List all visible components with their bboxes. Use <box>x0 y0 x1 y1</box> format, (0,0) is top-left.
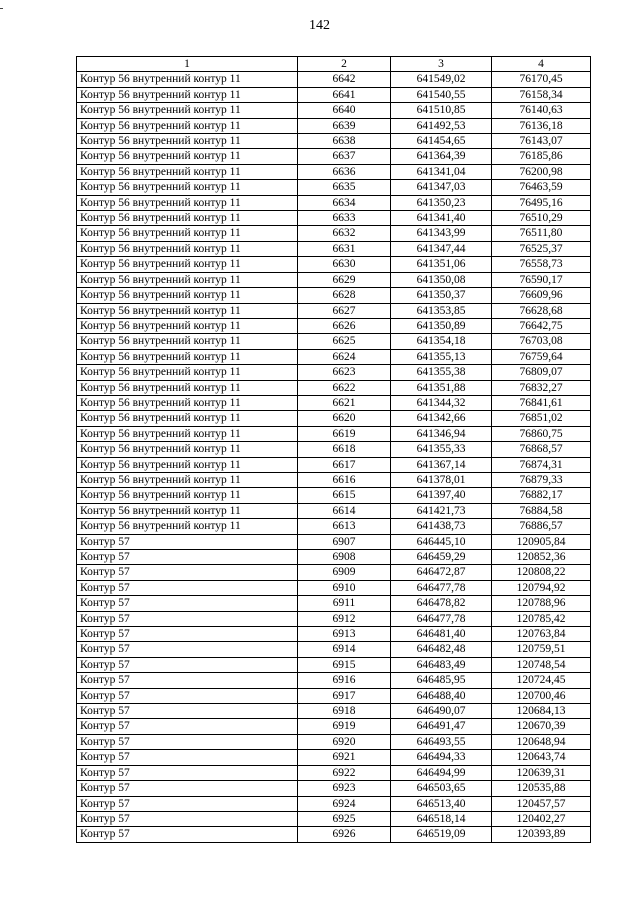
y-coordinate-cell: 76832,27 <box>492 380 591 395</box>
contour-name-cell: Контур 57 <box>77 827 298 842</box>
y-coordinate-cell: 76525,37 <box>492 241 591 256</box>
y-coordinate-cell: 76759,64 <box>492 349 591 364</box>
table-row <box>77 241 591 256</box>
contour-name-cell: Контур 57 <box>77 657 298 672</box>
table-row <box>77 503 591 518</box>
point-number-cell: 6613 <box>298 519 391 534</box>
y-coordinate-cell: 76136,18 <box>492 118 591 133</box>
contour-name-cell: Контур 57 <box>77 550 298 565</box>
x-coordinate-cell: 641341,40 <box>391 211 492 226</box>
table-row <box>77 611 591 626</box>
table-row <box>77 796 591 811</box>
x-coordinate-cell: 646494,33 <box>391 750 492 765</box>
x-coordinate-cell: 646477,78 <box>391 580 492 595</box>
contour-name-cell: Контур 56 внутренний контур 11 <box>77 103 298 118</box>
point-number-cell: 6631 <box>298 241 391 256</box>
y-coordinate-cell: 76463,59 <box>492 180 591 195</box>
contour-name-cell: Контур 56 внутренний контур 11 <box>77 257 298 272</box>
x-coordinate-cell: 646494,99 <box>391 765 492 780</box>
contour-name-cell: Контур 57 <box>77 627 298 642</box>
x-coordinate-cell: 641438,73 <box>391 519 492 534</box>
contour-name-cell: Контур 56 внутренний контур 11 <box>77 380 298 395</box>
point-number-cell: 6919 <box>298 719 391 734</box>
x-coordinate-cell: 646477,78 <box>391 611 492 626</box>
x-coordinate-cell: 641355,38 <box>391 365 492 380</box>
contour-name-cell: Контур 56 внутренний контур 11 <box>77 349 298 364</box>
point-number-cell: 6911 <box>298 596 391 611</box>
point-number-cell: 6625 <box>298 334 391 349</box>
table-row <box>77 565 591 580</box>
y-coordinate-cell: 76886,57 <box>492 519 591 534</box>
contour-name-cell: Контур 57 <box>77 796 298 811</box>
point-number-cell: 6910 <box>298 580 391 595</box>
contour-name-cell: Контур 56 внутренний контур 11 <box>77 318 298 333</box>
table-row <box>77 811 591 826</box>
y-coordinate-cell: 76642,75 <box>492 318 591 333</box>
y-coordinate-cell: 120648,94 <box>492 734 591 749</box>
x-coordinate-cell: 646485,95 <box>391 673 492 688</box>
point-number-cell: 6921 <box>298 750 391 765</box>
contour-name-cell: Контур 56 внутренний контур 11 <box>77 488 298 503</box>
contour-name-cell: Контур 57 <box>77 688 298 703</box>
point-number-cell: 6634 <box>298 195 391 210</box>
y-coordinate-cell: 120684,13 <box>492 704 591 719</box>
x-coordinate-cell: 641346,94 <box>391 426 492 441</box>
point-number-cell: 6915 <box>298 657 391 672</box>
x-coordinate-cell: 641421,73 <box>391 503 492 518</box>
point-number-cell: 6636 <box>298 164 391 179</box>
x-coordinate-cell: 641397,40 <box>391 488 492 503</box>
x-coordinate-cell: 641367,14 <box>391 457 492 472</box>
x-coordinate-cell: 641350,89 <box>391 318 492 333</box>
contour-name-cell: Контур 57 <box>77 719 298 734</box>
table-row <box>77 673 591 688</box>
contour-name-cell: Контур 57 <box>77 642 298 657</box>
x-coordinate-cell: 641350,37 <box>391 288 492 303</box>
point-number-cell: 6619 <box>298 426 391 441</box>
y-coordinate-cell: 120785,42 <box>492 611 591 626</box>
table-row <box>77 164 591 179</box>
point-number-cell: 6621 <box>298 395 391 410</box>
contour-name-cell: Контур 56 внутренний контур 11 <box>77 365 298 380</box>
y-coordinate-cell: 120639,31 <box>492 765 591 780</box>
point-number-cell: 6916 <box>298 673 391 688</box>
y-coordinate-cell: 76609,96 <box>492 288 591 303</box>
y-coordinate-cell: 120905,84 <box>492 534 591 549</box>
x-coordinate-cell: 646513,40 <box>391 796 492 811</box>
y-coordinate-cell: 120393,89 <box>492 827 591 842</box>
y-coordinate-cell: 120535,88 <box>492 781 591 796</box>
y-coordinate-cell: 76868,57 <box>492 442 591 457</box>
x-coordinate-cell: 641355,13 <box>391 349 492 364</box>
point-number-cell: 6620 <box>298 411 391 426</box>
table-row <box>77 704 591 719</box>
y-coordinate-cell: 76860,75 <box>492 426 591 441</box>
x-coordinate-cell: 646490,07 <box>391 704 492 719</box>
y-coordinate-cell: 76851,02 <box>492 411 591 426</box>
contour-name-cell: Контур 56 внутренний контур 11 <box>77 334 298 349</box>
point-number-cell: 6642 <box>298 72 391 87</box>
table-row <box>77 103 591 118</box>
x-coordinate-cell: 641492,53 <box>391 118 492 133</box>
y-coordinate-cell: 76143,07 <box>492 134 591 149</box>
x-coordinate-cell: 641510,85 <box>391 103 492 118</box>
point-number-cell: 6633 <box>298 211 391 226</box>
table-row <box>77 87 591 102</box>
contour-name-cell: Контур 57 <box>77 565 298 580</box>
point-number-cell: 6624 <box>298 349 391 364</box>
contour-name-cell: Контур 57 <box>77 580 298 595</box>
y-coordinate-cell: 76882,17 <box>492 488 591 503</box>
table-row <box>77 411 591 426</box>
y-coordinate-cell: 76809,07 <box>492 365 591 380</box>
y-coordinate-cell: 120763,84 <box>492 627 591 642</box>
y-coordinate-cell: 76185,86 <box>492 149 591 164</box>
y-coordinate-cell: 76140,63 <box>492 103 591 118</box>
x-coordinate-cell: 641342,66 <box>391 411 492 426</box>
contour-name-cell: Контур 56 внутренний контур 11 <box>77 395 298 410</box>
contour-name-cell: Контур 56 внутренний контур 11 <box>77 519 298 534</box>
table-row <box>77 596 591 611</box>
y-coordinate-cell: 120748,54 <box>492 657 591 672</box>
y-coordinate-cell: 76200,98 <box>492 164 591 179</box>
x-coordinate-cell: 641364,39 <box>391 149 492 164</box>
table-row <box>77 72 591 87</box>
y-coordinate-cell: 76628,68 <box>492 303 591 318</box>
contour-name-cell: Контур 56 внутренний контур 11 <box>77 457 298 472</box>
x-coordinate-cell: 641454,65 <box>391 134 492 149</box>
table-row <box>77 226 591 241</box>
x-coordinate-cell: 646518,14 <box>391 811 492 826</box>
y-coordinate-cell: 76510,29 <box>492 211 591 226</box>
table-row <box>77 688 591 703</box>
x-coordinate-cell: 641354,18 <box>391 334 492 349</box>
table-row <box>77 827 591 842</box>
x-coordinate-cell: 641343,99 <box>391 226 492 241</box>
point-number-cell: 6622 <box>298 380 391 395</box>
point-number-cell: 6629 <box>298 272 391 287</box>
contour-name-cell: Контур 56 внутренний контур 11 <box>77 503 298 518</box>
contour-name-cell: Контур 57 <box>77 704 298 719</box>
point-number-cell: 6623 <box>298 365 391 380</box>
x-coordinate-cell: 646491,47 <box>391 719 492 734</box>
table-row <box>77 149 591 164</box>
contour-name-cell: Контур 57 <box>77 611 298 626</box>
point-number-cell: 6615 <box>298 488 391 503</box>
contour-name-cell: Контур 57 <box>77 734 298 749</box>
x-coordinate-cell: 646493,55 <box>391 734 492 749</box>
x-coordinate-cell: 641350,23 <box>391 195 492 210</box>
x-coordinate-cell: 646478,82 <box>391 596 492 611</box>
table-row <box>77 134 591 149</box>
point-number-cell: 6630 <box>298 257 391 272</box>
point-number-cell: 6908 <box>298 550 391 565</box>
y-coordinate-cell: 76495,16 <box>492 195 591 210</box>
table-row <box>77 211 591 226</box>
table-row <box>77 365 591 380</box>
scan-artifact <box>0 8 3 9</box>
contour-name-cell: Контур 56 внутренний контур 11 <box>77 149 298 164</box>
table-row <box>77 426 591 441</box>
y-coordinate-cell: 120808,22 <box>492 565 591 580</box>
y-coordinate-cell: 120759,51 <box>492 642 591 657</box>
y-coordinate-cell: 76558,73 <box>492 257 591 272</box>
table-row <box>77 488 591 503</box>
point-number-cell: 6923 <box>298 781 391 796</box>
y-coordinate-cell: 120788,96 <box>492 596 591 611</box>
table-row <box>77 642 591 657</box>
contour-name-cell: Контур 56 внутренний контур 11 <box>77 226 298 241</box>
header-col-4: 4 <box>492 57 591 72</box>
table-row <box>77 580 591 595</box>
contour-name-cell: Контур 57 <box>77 765 298 780</box>
y-coordinate-cell: 76170,45 <box>492 72 591 87</box>
contour-name-cell: Контур 56 внутренний контур 11 <box>77 118 298 133</box>
point-number-cell: 6638 <box>298 134 391 149</box>
table-row <box>77 719 591 734</box>
x-coordinate-cell: 641341,04 <box>391 164 492 179</box>
x-coordinate-cell: 641540,55 <box>391 87 492 102</box>
table-row <box>77 750 591 765</box>
point-number-cell: 6639 <box>298 118 391 133</box>
contour-name-cell: Контур 56 внутренний контур 11 <box>77 272 298 287</box>
contour-name-cell: Контур 56 внутренний контур 11 <box>77 72 298 87</box>
contour-name-cell: Контур 56 внутренний контур 11 <box>77 288 298 303</box>
x-coordinate-cell: 641347,03 <box>391 180 492 195</box>
contour-name-cell: Контур 57 <box>77 750 298 765</box>
y-coordinate-cell: 120643,74 <box>492 750 591 765</box>
point-number-cell: 6924 <box>298 796 391 811</box>
table-row <box>77 118 591 133</box>
point-number-cell: 6617 <box>298 457 391 472</box>
x-coordinate-cell: 646488,40 <box>391 688 492 703</box>
point-number-cell: 6635 <box>298 180 391 195</box>
y-coordinate-cell: 76874,31 <box>492 457 591 472</box>
point-number-cell: 6926 <box>298 827 391 842</box>
point-number-cell: 6918 <box>298 704 391 719</box>
point-number-cell: 6912 <box>298 611 391 626</box>
contour-name-cell: Контур 57 <box>77 596 298 611</box>
contour-name-cell: Контур 57 <box>77 534 298 549</box>
x-coordinate-cell: 646459,29 <box>391 550 492 565</box>
y-coordinate-cell: 76884,58 <box>492 503 591 518</box>
x-coordinate-cell: 641351,06 <box>391 257 492 272</box>
table-row <box>77 657 591 672</box>
point-number-cell: 6907 <box>298 534 391 549</box>
contour-name-cell: Контур 56 внутренний контур 11 <box>77 164 298 179</box>
point-number-cell: 6614 <box>298 503 391 518</box>
table-row <box>77 288 591 303</box>
point-number-cell: 6925 <box>298 811 391 826</box>
x-coordinate-cell: 641549,02 <box>391 72 492 87</box>
header-col-1: 1 <box>77 57 298 72</box>
x-coordinate-cell: 646503,65 <box>391 781 492 796</box>
y-coordinate-cell: 76841,61 <box>492 395 591 410</box>
point-number-cell: 6920 <box>298 734 391 749</box>
y-coordinate-cell: 76703,08 <box>492 334 591 349</box>
point-number-cell: 6627 <box>298 303 391 318</box>
x-coordinate-cell: 641378,01 <box>391 472 492 487</box>
point-number-cell: 6618 <box>298 442 391 457</box>
contour-name-cell: Контур 56 внутренний контур 11 <box>77 180 298 195</box>
point-number-cell: 6914 <box>298 642 391 657</box>
table-row <box>77 318 591 333</box>
x-coordinate-cell: 641350,08 <box>391 272 492 287</box>
x-coordinate-cell: 646445,10 <box>391 534 492 549</box>
table-row <box>77 457 591 472</box>
table-row <box>77 442 591 457</box>
point-number-cell: 6640 <box>298 103 391 118</box>
y-coordinate-cell: 76511,80 <box>492 226 591 241</box>
contour-name-cell: Контур 56 внутренний контур 11 <box>77 195 298 210</box>
x-coordinate-cell: 646483,49 <box>391 657 492 672</box>
y-coordinate-cell: 120724,45 <box>492 673 591 688</box>
point-number-cell: 6626 <box>298 318 391 333</box>
table-header-row <box>77 57 591 72</box>
x-coordinate-cell: 646519,09 <box>391 827 492 842</box>
x-coordinate-cell: 641347,44 <box>391 241 492 256</box>
x-coordinate-cell: 641355,33 <box>391 442 492 457</box>
y-coordinate-cell: 120794,92 <box>492 580 591 595</box>
point-number-cell: 6917 <box>298 688 391 703</box>
point-number-cell: 6922 <box>298 765 391 780</box>
point-number-cell: 6641 <box>298 87 391 102</box>
table-row <box>77 334 591 349</box>
contour-name-cell: Контур 56 внутренний контур 11 <box>77 442 298 457</box>
point-number-cell: 6616 <box>298 472 391 487</box>
table-row <box>77 195 591 210</box>
y-coordinate-cell: 120402,27 <box>492 811 591 826</box>
point-number-cell: 6632 <box>298 226 391 241</box>
point-number-cell: 6909 <box>298 565 391 580</box>
contour-name-cell: Контур 56 внутренний контур 11 <box>77 241 298 256</box>
x-coordinate-cell: 641353,85 <box>391 303 492 318</box>
contour-name-cell: Контур 56 внутренний контур 11 <box>77 134 298 149</box>
x-coordinate-cell: 646472,87 <box>391 565 492 580</box>
y-coordinate-cell: 76879,33 <box>492 472 591 487</box>
point-number-cell: 6913 <box>298 627 391 642</box>
header-col-3: 3 <box>391 57 492 72</box>
table-row <box>77 472 591 487</box>
table-row <box>77 257 591 272</box>
y-coordinate-cell: 76158,34 <box>492 87 591 102</box>
table-body <box>77 72 591 842</box>
contour-name-cell: Контур 56 внутренний контур 11 <box>77 411 298 426</box>
contour-name-cell: Контур 56 внутренний контур 11 <box>77 426 298 441</box>
x-coordinate-cell: 646482,48 <box>391 642 492 657</box>
table-row <box>77 534 591 549</box>
y-coordinate-cell: 76590,17 <box>492 272 591 287</box>
table-row <box>77 627 591 642</box>
y-coordinate-cell: 120670,39 <box>492 719 591 734</box>
table-row <box>77 303 591 318</box>
table-row <box>77 519 591 534</box>
table-row <box>77 395 591 410</box>
table-row <box>77 781 591 796</box>
point-number-cell: 6637 <box>298 149 391 164</box>
table-row <box>77 380 591 395</box>
contour-name-cell: Контур 57 <box>77 811 298 826</box>
x-coordinate-cell: 641351,88 <box>391 380 492 395</box>
contour-name-cell: Контур 56 внутренний контур 11 <box>77 211 298 226</box>
point-number-cell: 6628 <box>298 288 391 303</box>
table-row <box>77 550 591 565</box>
coordinates-table <box>76 56 591 843</box>
contour-name-cell: Контур 56 внутренний контур 11 <box>77 303 298 318</box>
x-coordinate-cell: 646481,40 <box>391 627 492 642</box>
header-col-2: 2 <box>298 57 391 72</box>
contour-name-cell: Контур 56 внутренний контур 11 <box>77 472 298 487</box>
y-coordinate-cell: 120700,46 <box>492 688 591 703</box>
contour-name-cell: Контур 57 <box>77 781 298 796</box>
table-row <box>77 349 591 364</box>
y-coordinate-cell: 120457,57 <box>492 796 591 811</box>
page-number: 142 <box>309 18 330 33</box>
contour-name-cell: Контур 56 внутренний контур 11 <box>77 87 298 102</box>
x-coordinate-cell: 641344,32 <box>391 395 492 410</box>
table-row <box>77 765 591 780</box>
table-row <box>77 180 591 195</box>
table-row <box>77 734 591 749</box>
contour-name-cell: Контур 57 <box>77 673 298 688</box>
table-row <box>77 272 591 287</box>
y-coordinate-cell: 120852,36 <box>492 550 591 565</box>
